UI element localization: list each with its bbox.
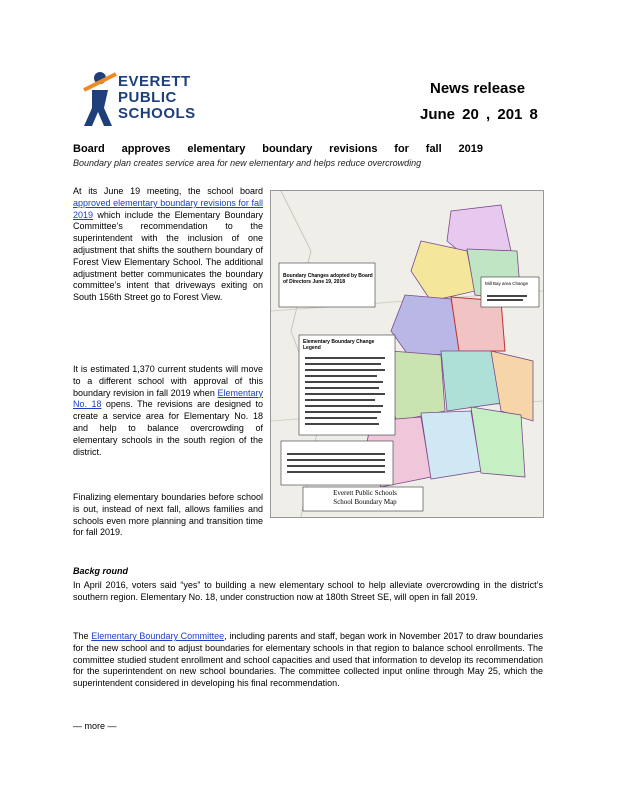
logo-figure-icon — [78, 68, 122, 128]
map-footer: Everett Public Schools School Boundary Map — [333, 489, 397, 506]
headline: Board approves elementary boundary revisions for fall 2019 — [73, 143, 483, 155]
paragraph-4: In April 2016, voters said “yes” to building a new elementary school to help alleviate overcrowding in the district’s southern region. Elementary No. 18, under construction now at 180th Street SE, will open in fall 2019. — [73, 580, 543, 602]
paragraph-3: Finalizing elementary boundaries before school is out, instead of next fall, allows families and schools even more planning and transition time for fall 2019. — [73, 492, 263, 538]
release-date: June 20 , 201 8 — [420, 106, 538, 123]
map-title: Boundary Changes adopted by Board of Directors June 19, 2018 — [283, 273, 373, 285]
background-heading: Backg round — [73, 566, 129, 576]
boundary-committee-link[interactable]: Elementary Boundary Committee — [91, 631, 225, 641]
subheadline: Boundary plan creates service area for new elementary and helps reduce overcrowding — [73, 158, 422, 168]
board-approval-link[interactable]: approved elementary boundary revisions for fall 2019 — [73, 197, 263, 220]
paragraph-1: At its June 19 meeting, the school board approved elementary boundary revisions for fall 2019 which include the Elementary Boundary Committee’s recommendation to the superintendent with the inclusion of one adjustment that shifts the southern boundary of Forest View Elementary School. The additional adjustment better communicates the boundary committee’s intent that driveways exiting on South 156th Street go to Forest View. — [73, 186, 263, 303]
boundary-map-graphic — [271, 191, 543, 517]
elementary-18-link[interactable]: Elementary No. 18 — [73, 387, 263, 410]
map-legend-title: Elementary Boundary Change Legend — [303, 339, 375, 351]
more-indicator: — more — — [73, 721, 117, 731]
news-release-label: News release — [430, 80, 526, 97]
paragraph-5: The Elementary Boundary Committee, including parents and staff, began work in November 2017 to draw boundaries for the new school and to adjust boundaries for elementary schools in that region to balance school enrollments. The committee studied student enrollment and school capacities and used that information to develop its recommendation for the superintendent on new school boundaries. The committee collected input online through May 25, which the superintendent considered in developing his final recommendation. — [73, 631, 543, 689]
boundary-map — [270, 190, 544, 518]
paragraph-2: It is estimated 1,370 current students will move to a different school with approval of this boundary revision in fall 2019 when Elementary No. 18 opens. The revisions are designed to create a service area for Elementary No. 18 and help to balance overcrowding of elementary schools in the south region of the district. — [73, 364, 263, 457]
map-side-label: Mill Bay area Change — [485, 281, 529, 286]
district-name: EVERETT PUBLIC SCHOOLS — [118, 73, 196, 122]
